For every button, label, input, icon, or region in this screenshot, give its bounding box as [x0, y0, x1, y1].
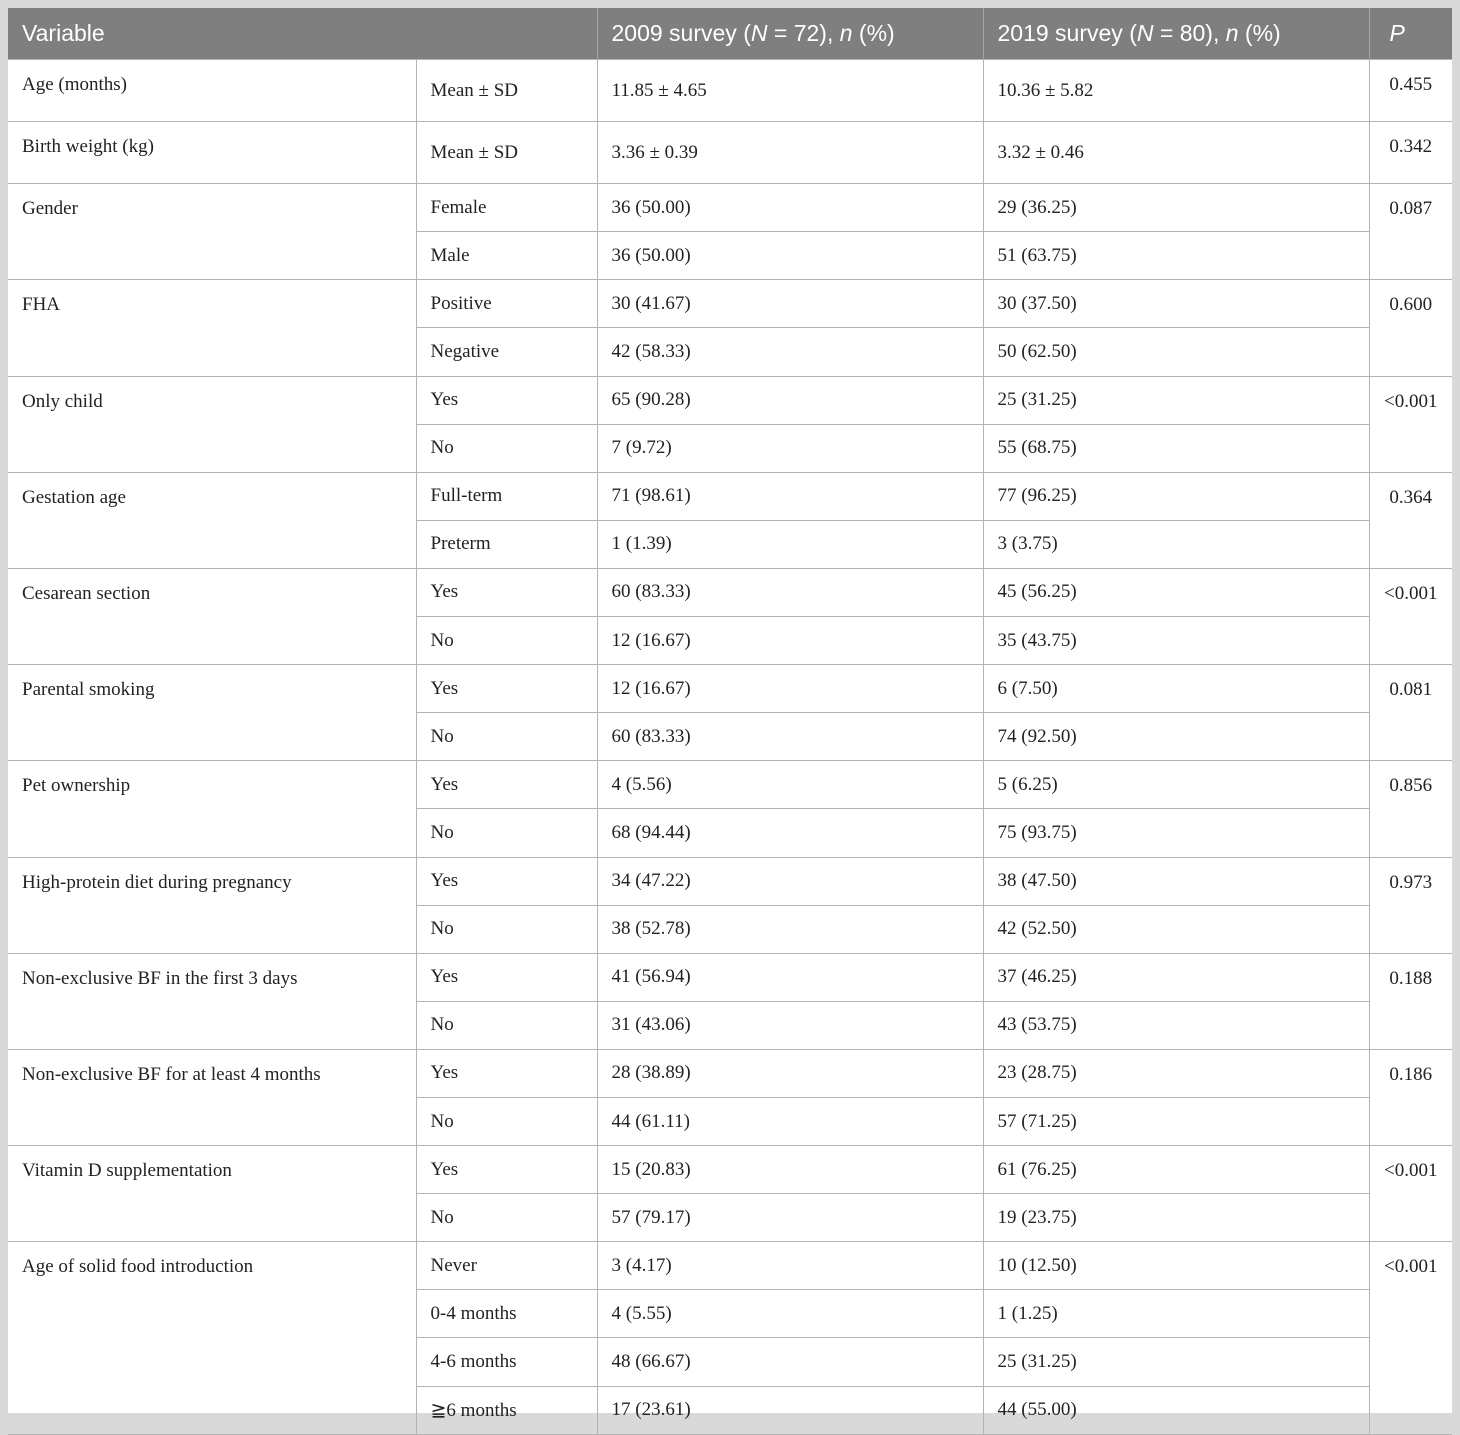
level-cell: Yes	[416, 761, 597, 809]
value-2019-cell: 42 (52.50)	[983, 905, 1369, 953]
header-2009-count: = 72),	[767, 20, 840, 46]
table-body	[8, 60, 1452, 1435]
value-2009-cell: 41 (56.94)	[597, 953, 983, 1001]
table-row	[8, 761, 1452, 809]
variable-cell: High-protein diet during pregnancy	[8, 857, 416, 953]
header-p-value	[1369, 8, 1452, 60]
level-cell: No	[416, 713, 597, 761]
value-2019-cell: 51 (63.75)	[983, 232, 1369, 280]
value-2009-cell: 30 (41.67)	[597, 280, 983, 328]
level-cell: No	[416, 1001, 597, 1049]
level-cell: Preterm	[416, 520, 597, 568]
value-2009-cell: 3.36 ± 0.39	[597, 122, 983, 184]
value-2019-cell: 45 (56.25)	[983, 568, 1369, 616]
level-cell: No	[416, 1097, 597, 1145]
level-cell: Full-term	[416, 472, 597, 520]
value-2019-cell: 38 (47.50)	[983, 857, 1369, 905]
level-cell: 4-6 months	[416, 1338, 597, 1386]
level-cell: No	[416, 905, 597, 953]
p-value-cell: 0.342	[1369, 122, 1452, 184]
header-2019-n-lower: n	[1225, 20, 1239, 46]
value-2019-cell: 55 (68.75)	[983, 424, 1369, 472]
value-2009-cell: 31 (43.06)	[597, 1001, 983, 1049]
p-value-cell: 0.188	[1369, 953, 1452, 1049]
value-2009-cell: 3 (4.17)	[597, 1242, 983, 1290]
level-cell: 0-4 months	[416, 1290, 597, 1338]
level-cell: Female	[416, 184, 597, 232]
table-row	[8, 1242, 1452, 1290]
p-value-cell: 0.600	[1369, 280, 1452, 376]
table-frame	[8, 8, 1452, 1421]
table-row	[8, 1049, 1452, 1097]
level-cell: Negative	[416, 328, 597, 376]
p-value-cell: 0.455	[1369, 60, 1452, 122]
table-row	[8, 953, 1452, 1001]
header-survey-2009	[597, 8, 983, 60]
value-2009-cell: 15 (20.83)	[597, 1146, 983, 1194]
level-cell: No	[416, 617, 597, 665]
value-2009-cell: 17 (23.61)	[597, 1386, 983, 1434]
value-2019-cell: 19 (23.75)	[983, 1194, 1369, 1242]
value-2009-cell: 65 (90.28)	[597, 376, 983, 424]
header-variable: Variable	[8, 8, 597, 60]
value-2019-cell: 50 (62.50)	[983, 328, 1369, 376]
value-2009-cell: 48 (66.67)	[597, 1338, 983, 1386]
value-2019-cell: 57 (71.25)	[983, 1097, 1369, 1145]
variable-cell: Cesarean section	[8, 568, 416, 664]
variable-cell: Parental smoking	[8, 665, 416, 761]
table-row	[8, 376, 1452, 424]
header-2019-pct: (%)	[1238, 20, 1281, 46]
value-2009-cell: 68 (94.44)	[597, 809, 983, 857]
p-value-cell: <0.001	[1369, 1242, 1452, 1434]
p-value-cell: 0.856	[1369, 761, 1452, 857]
header-2009-label: 2009 survey (	[611, 20, 751, 46]
level-cell: ≧6 months	[416, 1386, 597, 1434]
table-row	[8, 568, 1452, 616]
level-cell: Yes	[416, 568, 597, 616]
variable-cell: Age (months)	[8, 60, 416, 122]
level-cell: Male	[416, 232, 597, 280]
value-2019-cell: 43 (53.75)	[983, 1001, 1369, 1049]
table-row	[8, 1146, 1452, 1194]
header-2019-label: 2019 survey (	[997, 20, 1137, 46]
value-2019-cell: 29 (36.25)	[983, 184, 1369, 232]
variable-cell: Birth weight (kg)	[8, 122, 416, 184]
level-cell: Yes	[416, 665, 597, 713]
level-cell: Yes	[416, 376, 597, 424]
value-2019-cell: 37 (46.25)	[983, 953, 1369, 1001]
value-2019-cell: 6 (7.50)	[983, 665, 1369, 713]
level-cell: Positive	[416, 280, 597, 328]
level-cell: No	[416, 809, 597, 857]
value-2009-cell: 38 (52.78)	[597, 905, 983, 953]
p-value-cell: 0.186	[1369, 1049, 1452, 1145]
table-header	[8, 8, 1452, 60]
p-value-cell: 0.973	[1369, 857, 1452, 953]
value-2009-cell: 4 (5.55)	[597, 1290, 983, 1338]
table-row	[8, 665, 1452, 713]
header-2009-n-symbol: N	[750, 20, 768, 46]
value-2019-cell: 10 (12.50)	[983, 1242, 1369, 1290]
header-2009-n-lower: n	[839, 20, 853, 46]
value-2019-cell: 25 (31.25)	[983, 1338, 1369, 1386]
variable-cell: FHA	[8, 280, 416, 376]
variable-cell: Non-exclusive BF for at least 4 months	[8, 1049, 416, 1145]
header-row	[8, 8, 1452, 60]
table-row	[8, 60, 1452, 122]
level-cell: Yes	[416, 857, 597, 905]
survey-comparison-table	[8, 8, 1452, 1435]
value-2009-cell: 36 (50.00)	[597, 184, 983, 232]
value-2009-cell: 57 (79.17)	[597, 1194, 983, 1242]
variable-cell: Gender	[8, 184, 416, 280]
value-2019-cell: 77 (96.25)	[983, 472, 1369, 520]
header-2009-pct: (%)	[852, 20, 895, 46]
variable-cell: Pet ownership	[8, 761, 416, 857]
p-value-cell: <0.001	[1369, 1146, 1452, 1242]
level-cell: Mean ± SD	[416, 60, 597, 122]
value-2009-cell: 34 (47.22)	[597, 857, 983, 905]
value-2019-cell: 61 (76.25)	[983, 1146, 1369, 1194]
level-cell: Yes	[416, 1049, 597, 1097]
value-2009-cell: 60 (83.33)	[597, 568, 983, 616]
value-2019-cell: 75 (93.75)	[983, 809, 1369, 857]
value-2019-cell: 30 (37.50)	[983, 280, 1369, 328]
table-row	[8, 184, 1452, 232]
table-row	[8, 472, 1452, 520]
value-2009-cell: 12 (16.67)	[597, 665, 983, 713]
value-2009-cell: 11.85 ± 4.65	[597, 60, 983, 122]
value-2019-cell: 10.36 ± 5.82	[983, 60, 1369, 122]
variable-cell: Only child	[8, 376, 416, 472]
p-value-cell: <0.001	[1369, 376, 1452, 472]
variable-cell: Non-exclusive BF in the first 3 days	[8, 953, 416, 1049]
value-2019-cell: 44 (55.00)	[983, 1386, 1369, 1434]
table-row	[8, 280, 1452, 328]
value-2019-cell: 5 (6.25)	[983, 761, 1369, 809]
value-2009-cell: 28 (38.89)	[597, 1049, 983, 1097]
value-2009-cell: 4 (5.56)	[597, 761, 983, 809]
value-2019-cell: 25 (31.25)	[983, 376, 1369, 424]
level-cell: Mean ± SD	[416, 122, 597, 184]
level-cell: Never	[416, 1242, 597, 1290]
variable-cell: Vitamin D supplementation	[8, 1146, 416, 1242]
value-2019-cell: 3.32 ± 0.46	[983, 122, 1369, 184]
level-cell: Yes	[416, 953, 597, 1001]
value-2019-cell: 1 (1.25)	[983, 1290, 1369, 1338]
p-value-cell: 0.081	[1369, 665, 1452, 761]
value-2019-cell: 35 (43.75)	[983, 617, 1369, 665]
value-2009-cell: 71 (98.61)	[597, 472, 983, 520]
value-2019-cell: 74 (92.50)	[983, 713, 1369, 761]
header-survey-2019	[983, 8, 1369, 60]
table-row	[8, 857, 1452, 905]
value-2009-cell: 36 (50.00)	[597, 232, 983, 280]
p-value-cell: 0.087	[1369, 184, 1452, 280]
value-2009-cell: 44 (61.11)	[597, 1097, 983, 1145]
level-cell: Yes	[416, 1146, 597, 1194]
header-2019-n-symbol: N	[1136, 20, 1154, 46]
value-2009-cell: 12 (16.67)	[597, 617, 983, 665]
p-value-cell: 0.364	[1369, 472, 1452, 568]
level-cell: No	[416, 1194, 597, 1242]
value-2009-cell: 1 (1.39)	[597, 520, 983, 568]
header-p-label: P	[1389, 20, 1405, 46]
value-2009-cell: 7 (9.72)	[597, 424, 983, 472]
value-2019-cell: 3 (3.75)	[983, 520, 1369, 568]
value-2009-cell: 60 (83.33)	[597, 713, 983, 761]
p-value-cell: <0.001	[1369, 568, 1452, 664]
value-2019-cell: 23 (28.75)	[983, 1049, 1369, 1097]
value-2009-cell: 42 (58.33)	[597, 328, 983, 376]
level-cell: No	[416, 424, 597, 472]
header-2019-count: = 80),	[1153, 20, 1226, 46]
variable-cell: Age of solid food introduction	[8, 1242, 416, 1434]
variable-cell: Gestation age	[8, 472, 416, 568]
table-row	[8, 122, 1452, 184]
